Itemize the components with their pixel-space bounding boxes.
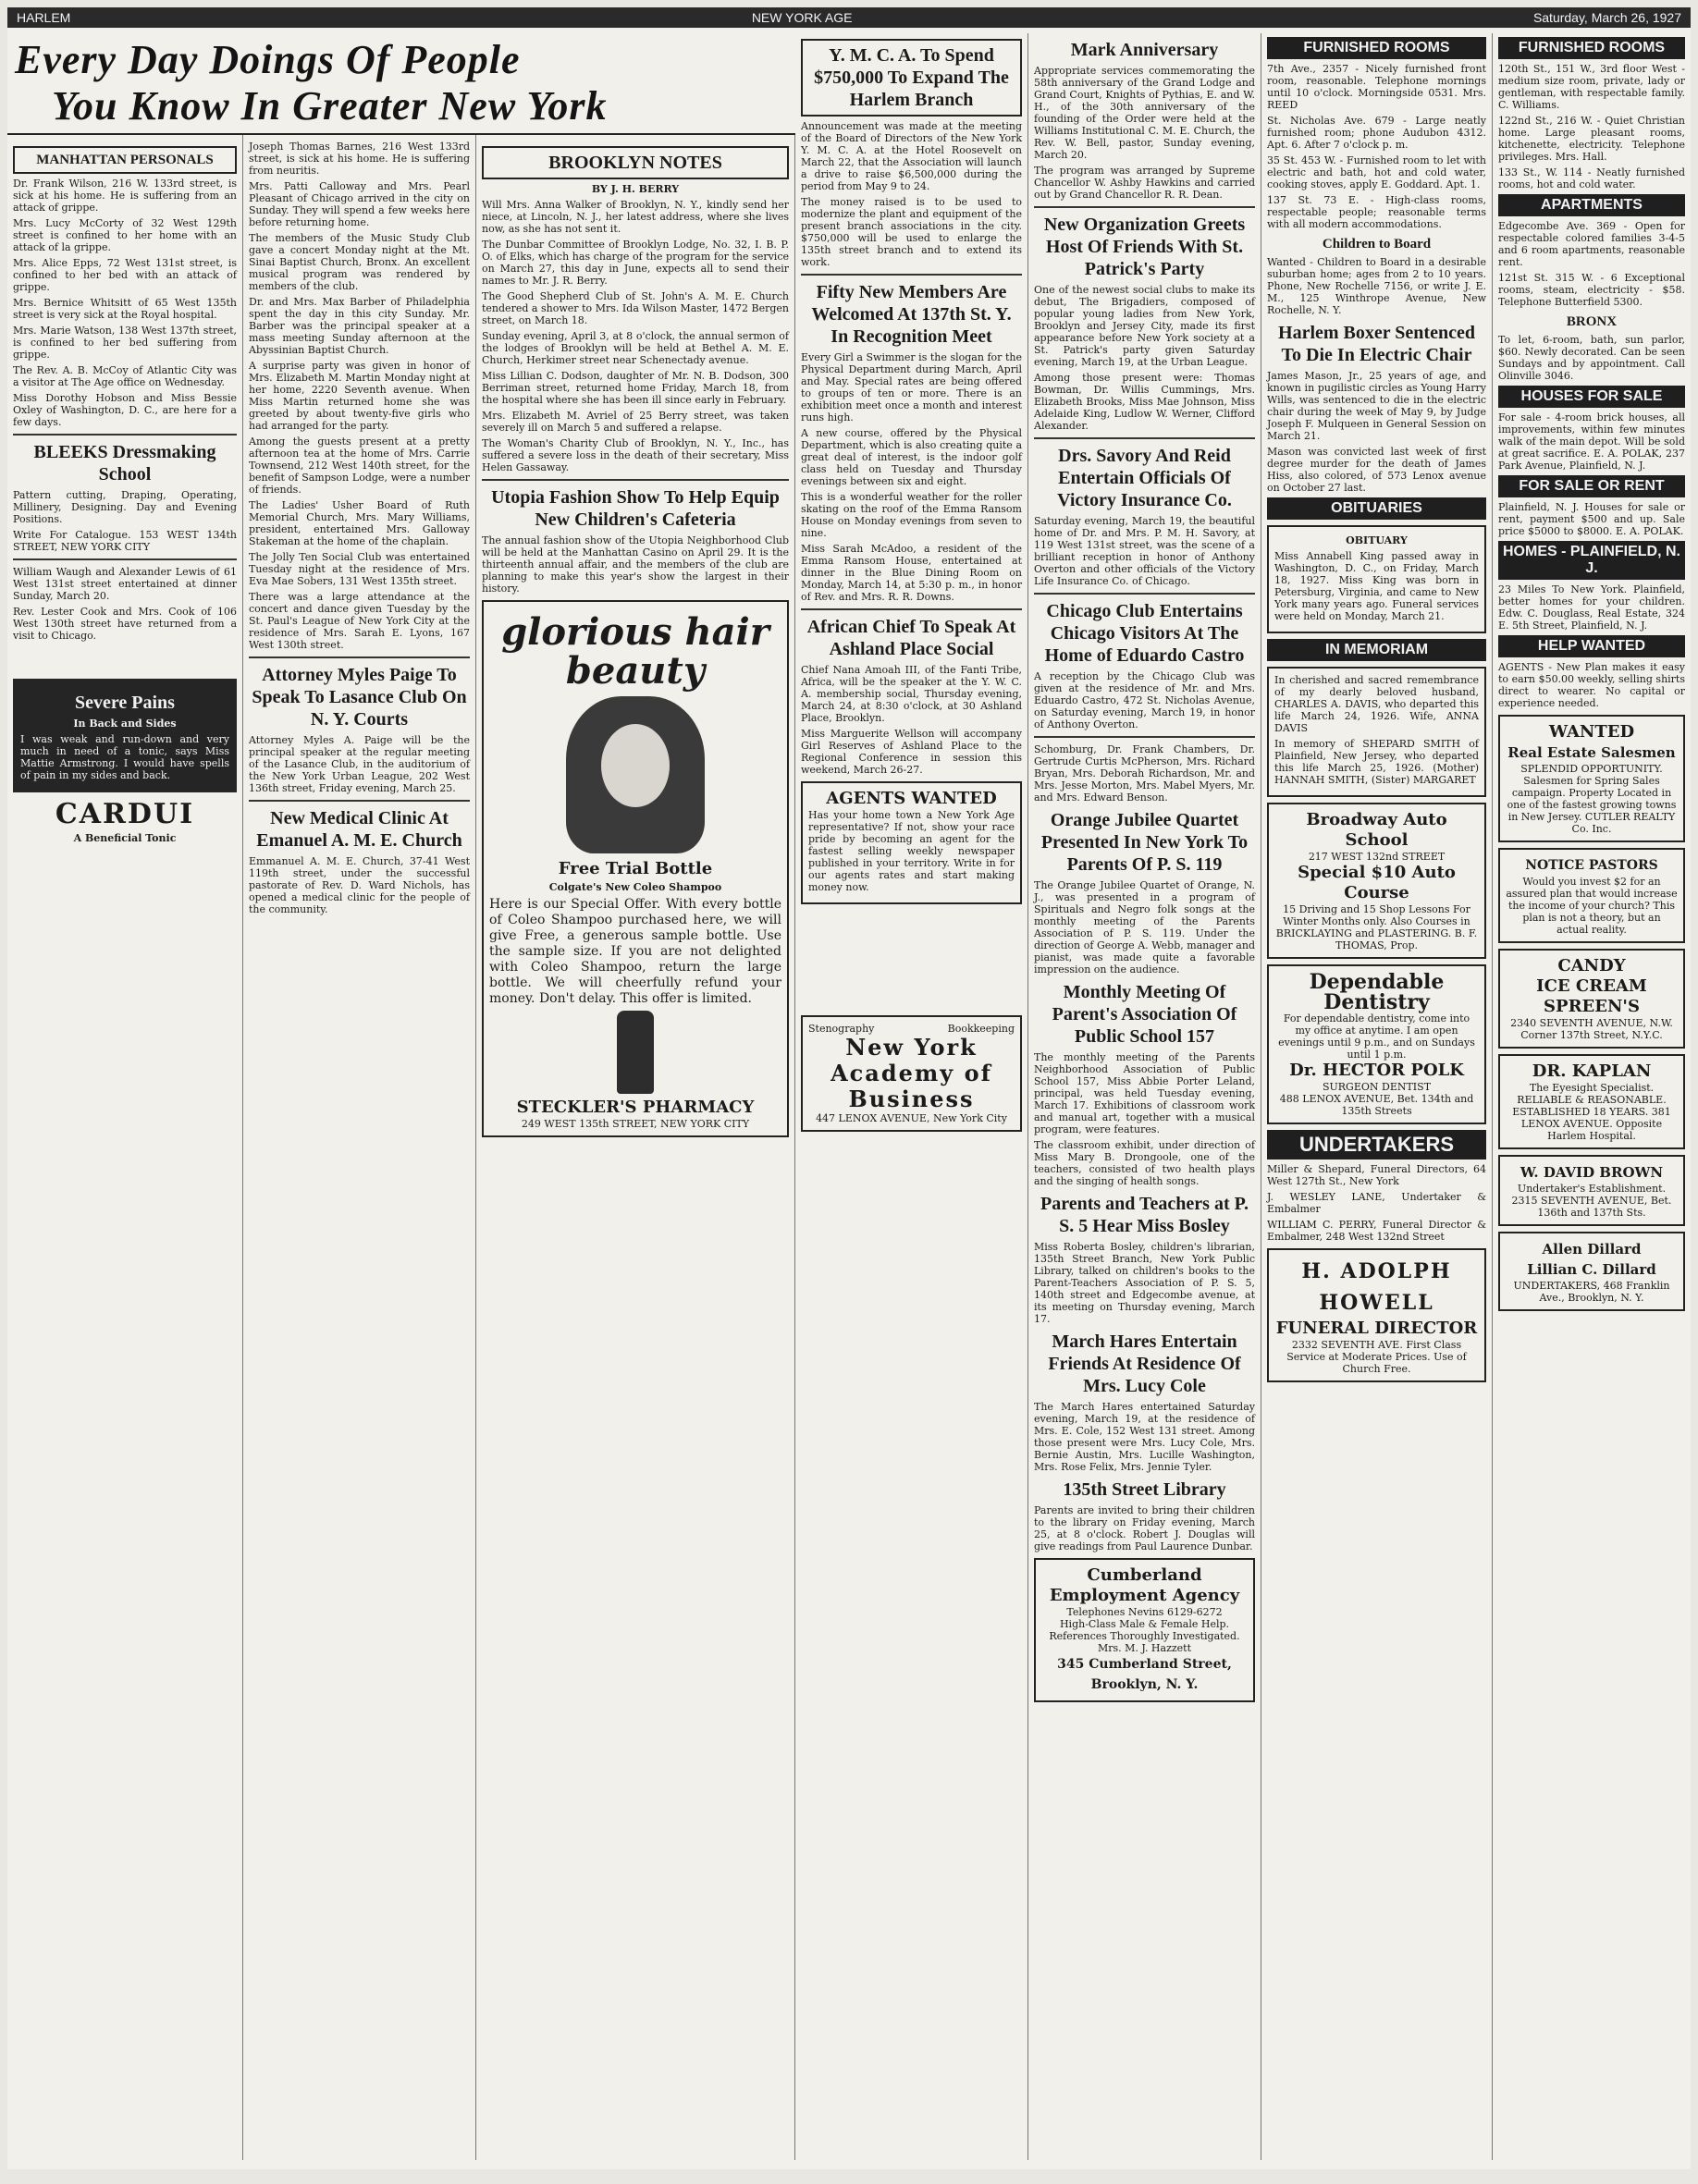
classified-item: 23 Miles To New York. Plainfield, better homes for your children. Edw. C. Douglass, Real Estate, 324 E. 5th Street, Plainfield, N. J. — [1498, 583, 1685, 632]
classified-item: Wanted - Children to Board in a desirable suburban home; ages from 2 to 10 years. Phone, New Rochelle 7156, or write J. E. M., 125 Winthrope Avenue, New Rochelle, N. Y. — [1267, 256, 1486, 316]
classified-apartments: APARTMENTS — [1498, 194, 1685, 216]
cardui-ad — [13, 679, 237, 792]
dentistry-address: 488 LENOX AVENUE, Bet. 134th and 135th Streets — [1279, 1093, 1474, 1117]
column-2 — [243, 33, 476, 2160]
column-7 — [1493, 33, 1691, 2160]
headline-ps-157: Monthly Meeting Of Parent's Association Of Public School 157 — [1052, 982, 1237, 1047]
paragraph: Mrs. Lucy McCorty of 32 West 129th street is confined to her home with an attack of la grippe. — [13, 217, 237, 253]
david-brown-text: Undertaker's Establishment. 2315 SEVENTH AVENUE, Bet. 136th and 137th Sts. — [1511, 1183, 1672, 1219]
dillard-address: UNDERTAKERS, 468 Franklin Ave., Brooklyn, N. Y. — [1513, 1280, 1670, 1304]
paragraph: Will Mrs. Anna Walker of Brooklyn, N. Y., kindly send her niece, at Lincoln, N. J., her latest address, where she lives now, as she has not sent it. — [482, 199, 789, 235]
agents-wanted-text: Has your home town a New York Age representative? If not, show your race pride by becoming an agent for the fastest selling weekly newspaper published in your territory. Write in for our agents rates and start making money now. — [808, 809, 1015, 893]
paragraph: Mrs. Marie Watson, 138 West 137th street, is confined to her bed suffering from grippe. — [13, 325, 237, 361]
divider — [482, 479, 789, 481]
classified-item: 133 St., W. 114 - Neatly furnished rooms, hot and cold water. — [1498, 166, 1685, 190]
masthead-center: NEW YORK AGE — [751, 10, 853, 25]
divider — [13, 558, 237, 560]
wanted-salesmen-ad — [1498, 715, 1685, 842]
classified-bronx: BRONX — [1566, 314, 1618, 329]
coleo-ad-store: STECKLER'S PHARMACY — [516, 1098, 755, 1117]
paragraph: Chief Nana Amoah III, of the Fanti Tribe, Africa, will be the speaker at the Y. W. C. A. membership social, Thursday evening, March 24, at 8:30 o'clock, at 30 Ashland Place, Brooklyn. — [801, 664, 1022, 724]
kaplan-title: DR. KAPLAN — [1532, 1061, 1652, 1081]
headline-drs-savory-reid: Drs. Savory And Reid Entertain Officials Of Victory Insurance Co. — [1057, 446, 1232, 510]
column-3 — [476, 33, 795, 2160]
dentistry-title: Dependable Dentistry — [1309, 970, 1445, 1014]
paragraph: Emmanuel A. M. E. Church, 37-41 West 119th street, under the successful pastorate of Rev. D. Ward Nichols, has opened a medical clinic for the people of the community. — [249, 855, 470, 915]
howell-ad — [1267, 1248, 1486, 1382]
kaplan-text: The Eyesight Specialist. RELIABLE & REASONABLE. ESTABLISHED 18 YEARS. 381 LENOX AVENUE. Opposite Harlem Hospital. — [1512, 1082, 1671, 1142]
coleo-ad-free: Free Trial Bottle — [558, 859, 713, 878]
howell-name: H. ADOLPH HOWELL — [1301, 1259, 1452, 1315]
paragraph: The annual fashion show of the Utopia Neighborhood Club will be held at the Manhattan Casino on April 29. It is the thirteenth annual affair, and the members of the club are planning to make this year's show the largest in their history. — [482, 534, 789, 595]
notice-pastors-ad — [1498, 848, 1685, 943]
obituary-text: Miss Annabell King passed away in Washington, D. C., on Friday, March 18, 1927. Miss King was born in Petersburg, Virginia, and came to New York many years ago. Funeral services were held on Monday, March 21. — [1274, 550, 1479, 622]
howell-address: 2332 SEVENTH AVE. First Class Service at Moderate Prices. Use of Church Free. — [1286, 1339, 1467, 1375]
coleo-ad-address: 249 WEST 135th STREET, NEW YORK CITY — [521, 1118, 750, 1130]
wanted-text: SPLENDID OPPORTUNITY. Salesmen for Spring Sales campaign. Property Located in one of the fastest growing towns in New Jersey. CUTLER REALTY Co. Inc. — [1507, 763, 1677, 835]
newspaper-page — [7, 7, 1691, 2169]
paragraph: A reception by the Chicago Club was given at the residence of Mr. and Mrs. Eduardo Castro, 472 St. Nicholas Avenue, on Saturday evening, March 19, in honor of Anthony Overton. — [1034, 670, 1255, 730]
banner-title-line1: Every Day Doings Of People — [15, 37, 521, 82]
paragraph: The money raised is to be used to modernize the plant and equipment of the present branch associations in the city. $750,000 will be used to enlarge the 135th street branch and to extend its work. — [801, 196, 1022, 268]
section-manhattan-personals: MANHATTAN PERSONALS — [13, 146, 237, 174]
paragraph: Miss Marguerite Wellson will accompany Girl Reserves of Ashland Place to the Regional Conference in session this weekend, March 26-27. — [801, 728, 1022, 776]
agents-wanted-box — [801, 781, 1022, 904]
headline-medical-clinic: New Medical Clinic At Emanuel A. M. E. Church — [256, 808, 462, 851]
memoriam-text: In memory of SHEPARD SMITH of Plainfield, New Jersey, who departed this life March 25, 1926. (Mother) HANNAH SMITH, (Sister) MARGARET — [1274, 738, 1479, 786]
coleo-shampoo-ad — [482, 600, 789, 1137]
cumberland-prop: Mrs. M. J. Hazzett — [1097, 1642, 1192, 1654]
cardui-ad-text: I was weak and run-down and very much in need of a tonic, says Miss Mattie Armstrong. I would have spells of pain in my sides and back. — [20, 733, 229, 781]
obituary-box — [1267, 525, 1486, 633]
classified-item: 35 St. 453 W. - Furnished room to let with electric and bath, hot and cold water, cooking stoves, apply E. Goddard. Apt. 1. — [1267, 154, 1486, 190]
classified-item: Edgecombe Ave. 369 - Open for respectable colored families 3-4-5 and 6 room apartments, reasonable rent. — [1498, 220, 1685, 268]
paragraph: Miss Sarah McAdoo, a resident of the Emma Ransom House, entertained at dinner in the Blue Dining Room on Monday, March 14, at 5:30 p. m., in honor of Rev. and Mrs. R. R. Downs. — [801, 543, 1022, 603]
candy-sub: ICE CREAM — [1536, 976, 1647, 996]
classified-item: Plainfield, N. J. Houses for sale or rent, payment $500 and up. Sale price $5000 to $8000. E. A. POLAK. — [1498, 501, 1685, 537]
notice-text: Would you invest $2 for an assured plan that would increase the income of your church? This plan is not a theory, but an actual reality. — [1506, 876, 1678, 936]
headline-mark-anniversary: Mark Anniversary — [1070, 40, 1219, 60]
candy-title: CANDY — [1557, 956, 1626, 975]
academy-address: 447 LENOX AVENUE, New York City — [816, 1112, 1007, 1124]
column-1 — [7, 33, 243, 2160]
brooklyn-byline: BY J. H. BERRY — [591, 183, 680, 195]
agents-wanted-title: AGENTS WANTED — [826, 789, 997, 808]
cardui-ad-sub: In Back and Sides — [73, 718, 177, 730]
divider — [1034, 593, 1255, 595]
david-brown-ad — [1498, 1155, 1685, 1226]
shampoo-bottle-icon — [617, 1011, 654, 1094]
classified-item: 122nd St., 216 W. - Quiet Christian home. Large pleasant rooms, kitchenette, electricity. Telephone privileges. Mrs. Hall. — [1498, 115, 1685, 163]
cardui-tag: A Beneficial Tonic — [73, 832, 177, 844]
paragraph: Miss Lillian C. Dodson, daughter of Mr. N. B. Dodson, 300 Berriman street, returned home Friday, March 18, from the hospital where she has been ill since early in February. — [482, 370, 789, 406]
banner-title-line2: You Know In Greater New York — [52, 83, 608, 129]
paragraph: Joseph Thomas Barnes, 216 West 133rd street, is sick at his home. He is suffering from neuritis. — [249, 141, 470, 177]
divider — [13, 434, 237, 436]
paragraph: Dr. and Mrs. Max Barber of Philadelphia spent the day in this city Sunday. Mr. Barber was the principal speaker at a mass meeting Sunday afternoon at the Abyssinian Baptist Church. — [249, 296, 470, 356]
undertaker-item: Miller & Shepard, Funeral Directors, 64 West 127th St., New York — [1267, 1163, 1486, 1187]
paragraph: Every Girl a Swimmer is the slogan for the Physical Department during March, April and May. Special rates are being offered to groups of ten or more. There is an exhibition meet once a month and interest runs high. — [801, 351, 1022, 423]
kaplan-ad — [1498, 1054, 1685, 1149]
column-5 — [1028, 33, 1261, 2160]
headline-new-organization: New Organization Greets Host Of Friends With St. Patrick's Party — [1043, 215, 1246, 279]
masthead-bar — [7, 7, 1691, 28]
paragraph: Pattern cutting, Draping, Operating, Millinery, Designing. Day and Evening Positions. — [13, 489, 237, 525]
cumberland-phone: Telephones Nevins 6129-6272 — [1066, 1606, 1223, 1618]
obituary-sub: OBITUARY — [1346, 534, 1408, 546]
paragraph: Among the guests present at a pretty afternoon tea at the home of Mrs. Carrie Townsend, 212 West 140th street, for the benefit of Sampson Lodge, were a number of friends. — [249, 436, 470, 496]
paragraph: Write For Catalogue. 153 WEST 134th STREET, NEW YORK CITY — [13, 529, 237, 553]
memoriam-box — [1267, 667, 1486, 797]
cardui-ad-title: Severe Pains — [75, 693, 175, 713]
coleo-ad-sub: Colgate's New Coleo Shampoo — [548, 881, 722, 893]
classified-furnished-rooms: FURNISHED ROOMS — [1267, 37, 1486, 59]
ad-bleeks-title: BLEEKS Dressmaking School — [33, 442, 216, 485]
dentistry-ad — [1267, 964, 1486, 1124]
classified-item: 7th Ave., 2357 - Nicely furnished front room, reasonable. Telephone mornings until 10 o'clock. Morningside 0531. Mrs. REED — [1267, 63, 1486, 111]
divider — [1034, 206, 1255, 208]
headline-march-hares: March Hares Entertain Friends At Residence Of Mrs. Lucy Cole — [1048, 1331, 1241, 1396]
david-brown-title: W. DAVID BROWN — [1520, 1164, 1664, 1181]
paragraph: Among those present were: Thomas Bowman, Dr. Willis Cummings, Mrs. Elizabeth Brooks, Miss Mae Johnson, Miss Adelaide King, Ludlow W. Werner, Clifford Alexander. — [1034, 372, 1255, 432]
auto-school-ad — [1267, 803, 1486, 959]
paragraph: The classroom exhibit, under direction of Miss Mary B. Drongoole, one of the teachers, consisted of two health plays and the singing of health songs. — [1034, 1139, 1255, 1187]
paragraph: Mrs. Alice Epps, 72 West 131st street, is confined to her bed with an attack of grippe. — [13, 257, 237, 293]
classified-board-title: Children to Board — [1322, 237, 1432, 252]
classified-sale-rent: FOR SALE OR RENT — [1498, 475, 1685, 497]
academy-bookkeeping: Bookkeeping — [947, 1023, 1015, 1035]
paragraph: Mrs. Elizabeth M. Avriel of 25 Berry street, was taken severely ill on March 5 and suffered a relapse. — [482, 410, 789, 434]
classified-item: St. Nicholas Ave. 679 - Large neatly furnished room; phone Audubon 4312. Apt. 6. After 7 o'clock p. m. — [1267, 115, 1486, 151]
dentistry-role: SURGEON DENTIST — [1322, 1081, 1432, 1093]
candy-name: SPREEN'S — [1544, 997, 1640, 1016]
classified-item: AGENTS - New Plan makes it easy to earn $50.00 weekly, selling shirts direct to wearer. No capital or experience needed. — [1498, 661, 1685, 709]
column-6 — [1261, 33, 1493, 2160]
auto-school-address: 217 WEST 132nd STREET — [1308, 851, 1446, 863]
paragraph: James Mason, Jr., 25 years of age, and known in pugilistic circles as Young Harry Wills, was sentenced to die in the electric chair during the week of May 9, by Judge Joseph F. Mulqueen in General Session on March 21. — [1267, 370, 1486, 442]
headline-ymca: Y. M. C. A. To Spend $750,000 To Expand The Harlem Branch — [801, 39, 1022, 117]
dentistry-text: For dependable dentistry, come into my office at anytime. I am open evenings until 9 p.m., and on Sundays until 1 p.m. — [1278, 1012, 1475, 1061]
section-in-memoriam: IN MEMORIAM — [1267, 639, 1486, 661]
classified-item: 120th St., 151 W., 3rd floor West - medium size room, private, lady or gentleman, with respectable family. C. Williams. — [1498, 63, 1685, 111]
paragraph: The Orange Jubilee Quartet of Orange, N. J., was presented in a program of Spirituals and Negro folk songs at the monthly meeting of the Parents Association of P. S. 119. Under the direction of George A. Webb, manager and pianist, was made quite a favorable impression on the audience. — [1034, 879, 1255, 975]
headline-harlem-boxer: Harlem Boxer Sentenced To Die In Electric Chair — [1278, 323, 1475, 365]
dillard-ad — [1498, 1232, 1685, 1311]
classified-item: For sale - 4-room brick houses, all improvements, within few minutes walk of the main depot. Will be sold at great sacrifice. E. A. POLAK, 237 Park Avenue, Plainfield, N. J. — [1498, 411, 1685, 472]
section-brooklyn-notes: BROOKLYN NOTES — [482, 146, 789, 179]
wanted-title: WANTED — [1548, 722, 1635, 742]
paragraph: Miss Roberta Bosley, children's librarian, 135th Street Branch, New York Public Library, talked on children's books to the Parent-Teachers Association of P. S. 5, 140th street and Edgecombe avenue, at its meeting on Thursday evening, March 17. — [1034, 1241, 1255, 1325]
academy-name: New York Academy of Business — [831, 1034, 992, 1112]
notice-title: NOTICE PASTORS — [1525, 858, 1658, 873]
paragraph: Dr. Frank Wilson, 216 W. 133rd street, is sick at his home. He is suffering from an attack of grippe. — [13, 178, 237, 214]
paragraph: Miss Dorothy Hobson and Miss Bessie Oxley of Washington, D. C., are here for a few days. — [13, 392, 237, 428]
headline-attorney-paige: Attorney Myles Paige To Speak To Lasance Club On N. Y. Courts — [252, 665, 467, 730]
dillard-name-2: Lillian C. Dillard — [1527, 1261, 1656, 1278]
paragraph: There was a large attendance at the concert and dance given Tuesday by the St. Paul's League of New York City at the residence of Mrs. Sarah E. Lyons, 167 West 130th street. — [249, 591, 470, 651]
headline-ps-5: Parents and Teachers at P. S. 5 Hear Miss Bosley — [1040, 1194, 1249, 1236]
headline-orange-quartet: Orange Jubilee Quartet Presented In New York To Parents Of P. S. 119 — [1040, 810, 1249, 875]
paragraph: The members of the Music Study Club gave a concert Monday night at the Mt. Sinai Baptist Church, Bronx. An excellent musical program was rendered by members of the club. — [249, 232, 470, 292]
masthead-left: HARLEM — [17, 10, 71, 25]
cardui-brand: CARDUI — [55, 798, 195, 830]
headline-african-chief: African Chief To Speak At Ashland Place Social — [806, 617, 1016, 659]
dillard-name-1: Allen Dillard — [1542, 1241, 1642, 1258]
paragraph: William Waugh and Alexander Lewis of 61 West 131st street entertained at dinner Sunday, March 20. — [13, 566, 237, 602]
paragraph: Mrs. Bernice Whitsitt of 65 West 135th street is very sick at the Royal hospital. — [13, 297, 237, 321]
headline-fifty-members: Fifty New Members Are Welcomed At 137th St. Y. In Recognition Meet — [811, 282, 1012, 347]
headline-banner — [7, 33, 795, 135]
paragraph: Mason was convicted last week of first degree murder for the death of James Hiss, also colored, of 573 Lenox avenue on October 27 last. — [1267, 446, 1486, 494]
howell-role: FUNERAL DIRECTOR — [1275, 1319, 1478, 1338]
paragraph: The Ladies' Usher Board of Ruth Memorial Church, Mrs. Mary Williams, president, entertained Mrs. Galloway Stakeman at the home of the chaplain. — [249, 499, 470, 547]
classified-item: To let, 6-room, bath, sun parlor, $60. Newly decorated. Can be seen Sundays and by appointment. Call Olinville 3046. — [1498, 334, 1685, 382]
auto-school-text: 15 Driving and 15 Shop Lessons For Winter Months only. Also Courses in BRICKLAYING and PLASTERING. B. F. THOMAS, Prop. — [1275, 903, 1478, 951]
academy-stenography: Stenography — [808, 1023, 875, 1035]
paragraph: Announcement was made at the meeting of the Board of Directors of the New York Y. M. C. A. at the Hotel Roosevelt on March 22, that the Association will launch a drive to raise $6,500,000 during the period from May 9 to 24. — [801, 120, 1022, 192]
paragraph: This is a wonderful weather for the roller skating on the roof of the Emma Ransom House on Monday evenings from seven to nine. — [801, 491, 1022, 539]
memoriam-text: In cherished and sacred remembrance of my dearly beloved husband, CHARLES A. DAVIS, who departed this life March 24, 1926. Wife, ANNA DAVIS — [1274, 674, 1479, 734]
paragraph: Parents are invited to bring their children to the library on Friday evening, March 25, at 8 o'clock. Robert J. Douglas will give readings from Paul Laurence Dunbar. — [1034, 1504, 1255, 1552]
paragraph: A new course, offered by the Physical Department, which is also creating quite a great deal of interest, is the indoor golf class held on Tuesday and Thursday evenings between six and eight. — [801, 427, 1022, 487]
paragraph: Mrs. Patti Calloway and Mrs. Pearl Pleasant of Chicago arrived in the city on Sunday. They will spend a few weeks here before returning home. — [249, 180, 470, 228]
undertaker-item: WILLIAM C. PERRY, Funeral Director & Embalmer, 248 West 132nd Street — [1267, 1219, 1486, 1243]
paragraph: Saturday evening, March 19, the beautiful home of Dr. and Mrs. P. M. H. Savory, at 119 West 131st street, was the scene of a brilliant reception in honor of Anthony Overton and other officials of the Victory Life Insurance Co. of Chicago. — [1034, 515, 1255, 587]
cumberland-address: 345 Cumberland Street, Brooklyn, N. Y. — [1057, 1657, 1232, 1692]
divider — [1034, 736, 1255, 738]
divider — [801, 274, 1022, 276]
paragraph: Appropriate services commemorating the 58th anniversary of the Grand Lodge and Grand Court, Knights of Pythias, E. and W. H., of the 30th anniversary of the founding of the Order were held at the Williams Institutional C. M. E. Church, the Rev. W. Bell, pastor, Sunday evening, March 20. — [1034, 65, 1255, 161]
cumberland-title: Cumberland Employment Agency — [1049, 1565, 1240, 1605]
cumberland-text: High-Class Male & Female Help. References Thoroughly Investigated. — [1049, 1618, 1240, 1642]
paragraph: The Jolly Ten Social Club was entertained Tuesday night at the residence of Mrs. Eva Mae Sobers, 131 West 135th street. — [249, 551, 470, 587]
paragraph: The monthly meeting of the Parents Neighborhood Association of Public School 157, Miss Abbie Porter Leland, principal, was held Tuesday evening, March 17. Exhibitions of classroom work and manual art, together with a musical program, were features. — [1034, 1051, 1255, 1135]
woman-portrait-illustration — [566, 696, 705, 853]
paragraph: The Dunbar Committee of Brooklyn Lodge, No. 32, I. B. P. O. of Elks, which has charge of the program for the service on March 27, this day in June, expects all to send their names to Mr. J. R. Berry. — [482, 239, 789, 287]
classified-houses-sale: HOUSES FOR SALE — [1498, 386, 1685, 408]
paragraph: Sunday evening, April 3, at 8 o'clock, the annual sermon of the lodges of Brooklyn will be held at Bethel A. M. E. Church, Herkimer street near Schenectady avenue. — [482, 330, 789, 366]
paragraph: The March Hares entertained Saturday evening, March 19, at the residence of Mrs. E. Cole, 152 West 131 street. Among those present were Mrs. Lucy Cole, Mrs. Bernie Austin, Mrs. Lucille Washington, Mrs. Rose Felix, Mrs. Jennie Tyler. — [1034, 1401, 1255, 1473]
classified-furnished-rooms-2: FURNISHED ROOMS — [1498, 37, 1685, 59]
paragraph: The Woman's Charity Club of Brooklyn, N. Y., Inc., has suffered a severe loss in the death of their secretary, Miss Helen Gassaway. — [482, 437, 789, 473]
divider — [1034, 437, 1255, 439]
undertaker-item: J. WESLEY LANE, Undertaker & Embalmer — [1267, 1191, 1486, 1215]
auto-school-special: Special $10 Auto Course — [1298, 863, 1456, 902]
classified-help-wanted: HELP WANTED — [1498, 635, 1685, 657]
coleo-ad-headline: glorious hair beauty — [501, 610, 769, 693]
divider — [249, 656, 470, 658]
paragraph: The Rev. A. B. McCoy of Atlantic City was a visitor at The Age office on Wednesday. — [13, 364, 237, 388]
classified-homes-plainfield: HOMES - PLAINFIELD, N. J. — [1498, 541, 1685, 580]
section-undertakers: UNDERTAKERS — [1267, 1130, 1486, 1159]
headline-chicago-club: Chicago Club Entertains Chicago Visitors At The Home of Eduardo Castro — [1044, 601, 1245, 666]
divider — [801, 608, 1022, 610]
coleo-ad-text: Here is our Special Offer. With every bottle of Coleo Shampoo purchased here, we will give Free, a generous sample bottle. Use the sample size. If you are not delighted with Coleo Shampoo, return the large bottle. We will cheerfully refund your money. Don't delay. This offer is limited. — [489, 897, 781, 1006]
auto-school-title: Broadway Auto School — [1306, 810, 1447, 850]
paragraph: A surprise party was given in honor of Mrs. Elizabeth M. Martin Monday night at her home, 2220 Seventh avenue. When Miss Martin returned home she was greeted by about twenty-five girls who had arranged for the party. — [249, 360, 470, 432]
masthead-date: Saturday, March 26, 1927 — [1532, 10, 1681, 25]
wanted-sub: Real Estate Salesmen — [1507, 744, 1676, 761]
dentistry-name: Dr. HECTOR POLK — [1289, 1061, 1464, 1080]
headline-135th-library: 135th Street Library — [1063, 1479, 1226, 1500]
divider — [249, 800, 470, 802]
section-obituaries: OBITUARIES — [1267, 497, 1486, 520]
paragraph: Attorney Myles A. Paige will be the principal speaker at the regular meeting of the Lasance Club, in the auditorium of the New York Urban League, 202 West 136th street, Friday evening, March 25. — [249, 734, 470, 794]
classified-item: 137 St. 73 E. - High-class rooms, respectable people; reasonable terms with all modern accommodations. — [1267, 194, 1486, 230]
headline-utopia-fashion: Utopia Fashion Show To Help Equip New Children's Cafeteria — [491, 487, 780, 530]
column-4 — [795, 33, 1028, 2160]
paragraph: Rev. Lester Cook and Mrs. Cook of 106 West 130th street have returned from a visit to Chicago. — [13, 606, 237, 642]
cumberland-agency-ad — [1034, 1558, 1255, 1702]
paragraph: Schomburg, Dr. Frank Chambers, Dr. Gertrude Curtis McPherson, Mrs. Richard Bryan, Mrs. Deborah Richardson, Mr. and Mrs. Jesse Morton, Mrs. Mabel Myers, Mr. and Mrs. Edward Benson. — [1034, 743, 1255, 804]
paragraph: One of the newest social clubs to make its debut, The Brigadiers, composed of popular young ladies from New York, Brooklyn and Jersey City, made its first appearance before New York society at a St. Patrick's party given Saturday evening, March 19, at the Urban League. — [1034, 284, 1255, 368]
paragraph: The Good Shepherd Club of St. John's A. M. E. Church tendered a shower to Mrs. Ida Wilson Master, 1472 Bergen street, on March 18. — [482, 290, 789, 326]
candy-address: 2340 SEVENTH AVENUE, N.W. Corner 137th Street, N.Y.C. — [1510, 1017, 1673, 1041]
academy-ad — [801, 1015, 1022, 1132]
classified-item: 121st St. 315 W. - 6 Exceptional rooms, steam, electricity - $58. Telephone Butterfield 5300. — [1498, 272, 1685, 308]
paragraph: The program was arranged by Supreme Chancellor W. Ashby Hawkins and carried out by Grand Chancellor R. R. Dean. — [1034, 165, 1255, 201]
candy-ad — [1498, 949, 1685, 1049]
